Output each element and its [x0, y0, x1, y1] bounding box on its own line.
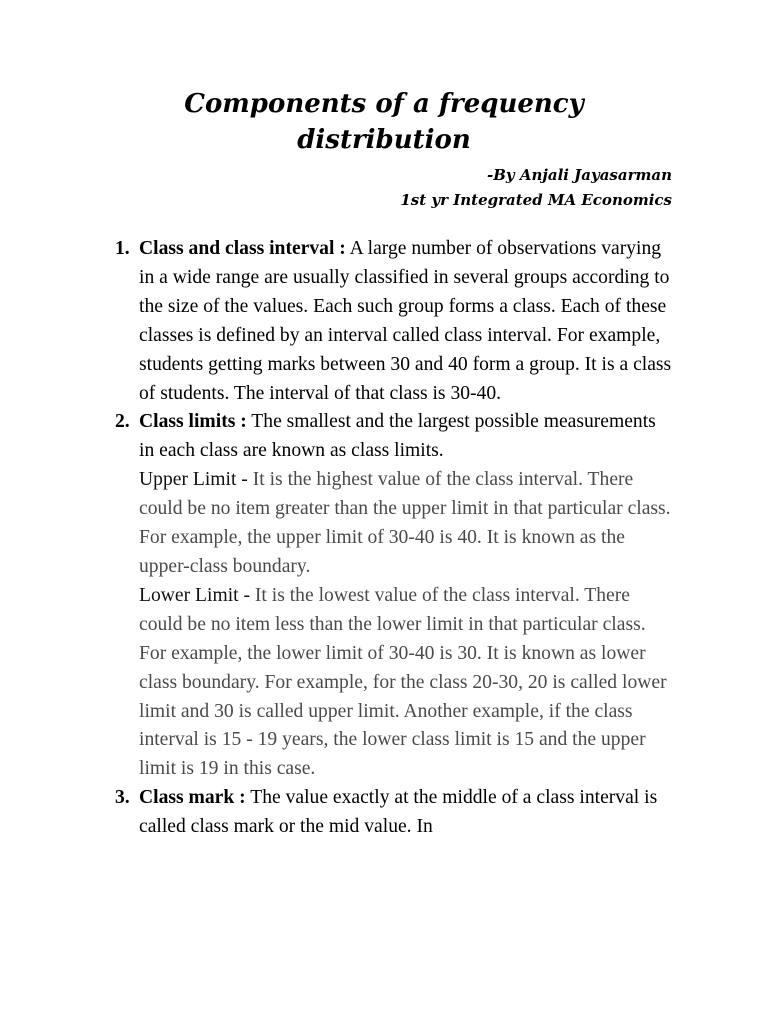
list-item-class-interval — [112, 235, 672, 408]
item-term: Class limits : — [139, 411, 247, 433]
upper-limit-label: Upper Limit - — [139, 469, 253, 491]
upper-limit-paragraph — [139, 466, 672, 582]
author-affiliation: 1st yr Integrated MA Economics — [400, 191, 672, 209]
lower-limit-paragraph — [139, 582, 672, 784]
title-line-1: Components of a frequency — [184, 89, 584, 119]
item-number: 3. — [115, 787, 130, 809]
components-list — [112, 235, 672, 842]
item-text: A large number of observations varying in a wide range are usually classified in several groups according to the size of the values. Each such group forms a class. Each of these classes is defined by an interval called class interval. For example, students getting marks between 30 and 40 form a group. It is a class of students. The interval of that class is 30-40. — [139, 238, 672, 404]
item-number: 2. — [115, 411, 130, 433]
item-number: 1. — [115, 238, 130, 259]
author-name: -By Anjali Jayasarman — [487, 166, 672, 184]
item-term: Class mark : — [139, 787, 246, 809]
lower-limit-label: Lower Limit - — [139, 584, 255, 606]
byline — [400, 163, 672, 213]
list-item-class-mark — [112, 784, 672, 842]
item-text: The value exactly at the middle of a class interval is called class mark or the mid value. In — [139, 787, 658, 838]
title-line-2: distribution — [297, 125, 471, 155]
list-item-class-limits — [112, 408, 672, 784]
item-term: Class and class interval : — [139, 238, 346, 259]
item-text: The smallest and the largest possible measurements in each class are known as class limits. — [139, 411, 656, 462]
document-title — [0, 86, 768, 158]
lower-limit-text: It is the lowest value of the class interval. There could be no item less than the lower limit in that particular class. For example, the lower limit of 30-40 is 30. It is known as lower class boundary. For example, for the class 20-30, 20 is called lower limit and 30 is called upper limit. Another example, if the class interval is 15 - 19 years, the lower class limit is 15 and the upper limit is 19 in this case. — [139, 584, 667, 780]
upper-limit-text: It is the highest value of the class interval. There could be no item greater than the upper limit in that particular class. For example, the upper limit of 30-40 is 40. It is known as the upper-class boundary. — [139, 469, 671, 577]
